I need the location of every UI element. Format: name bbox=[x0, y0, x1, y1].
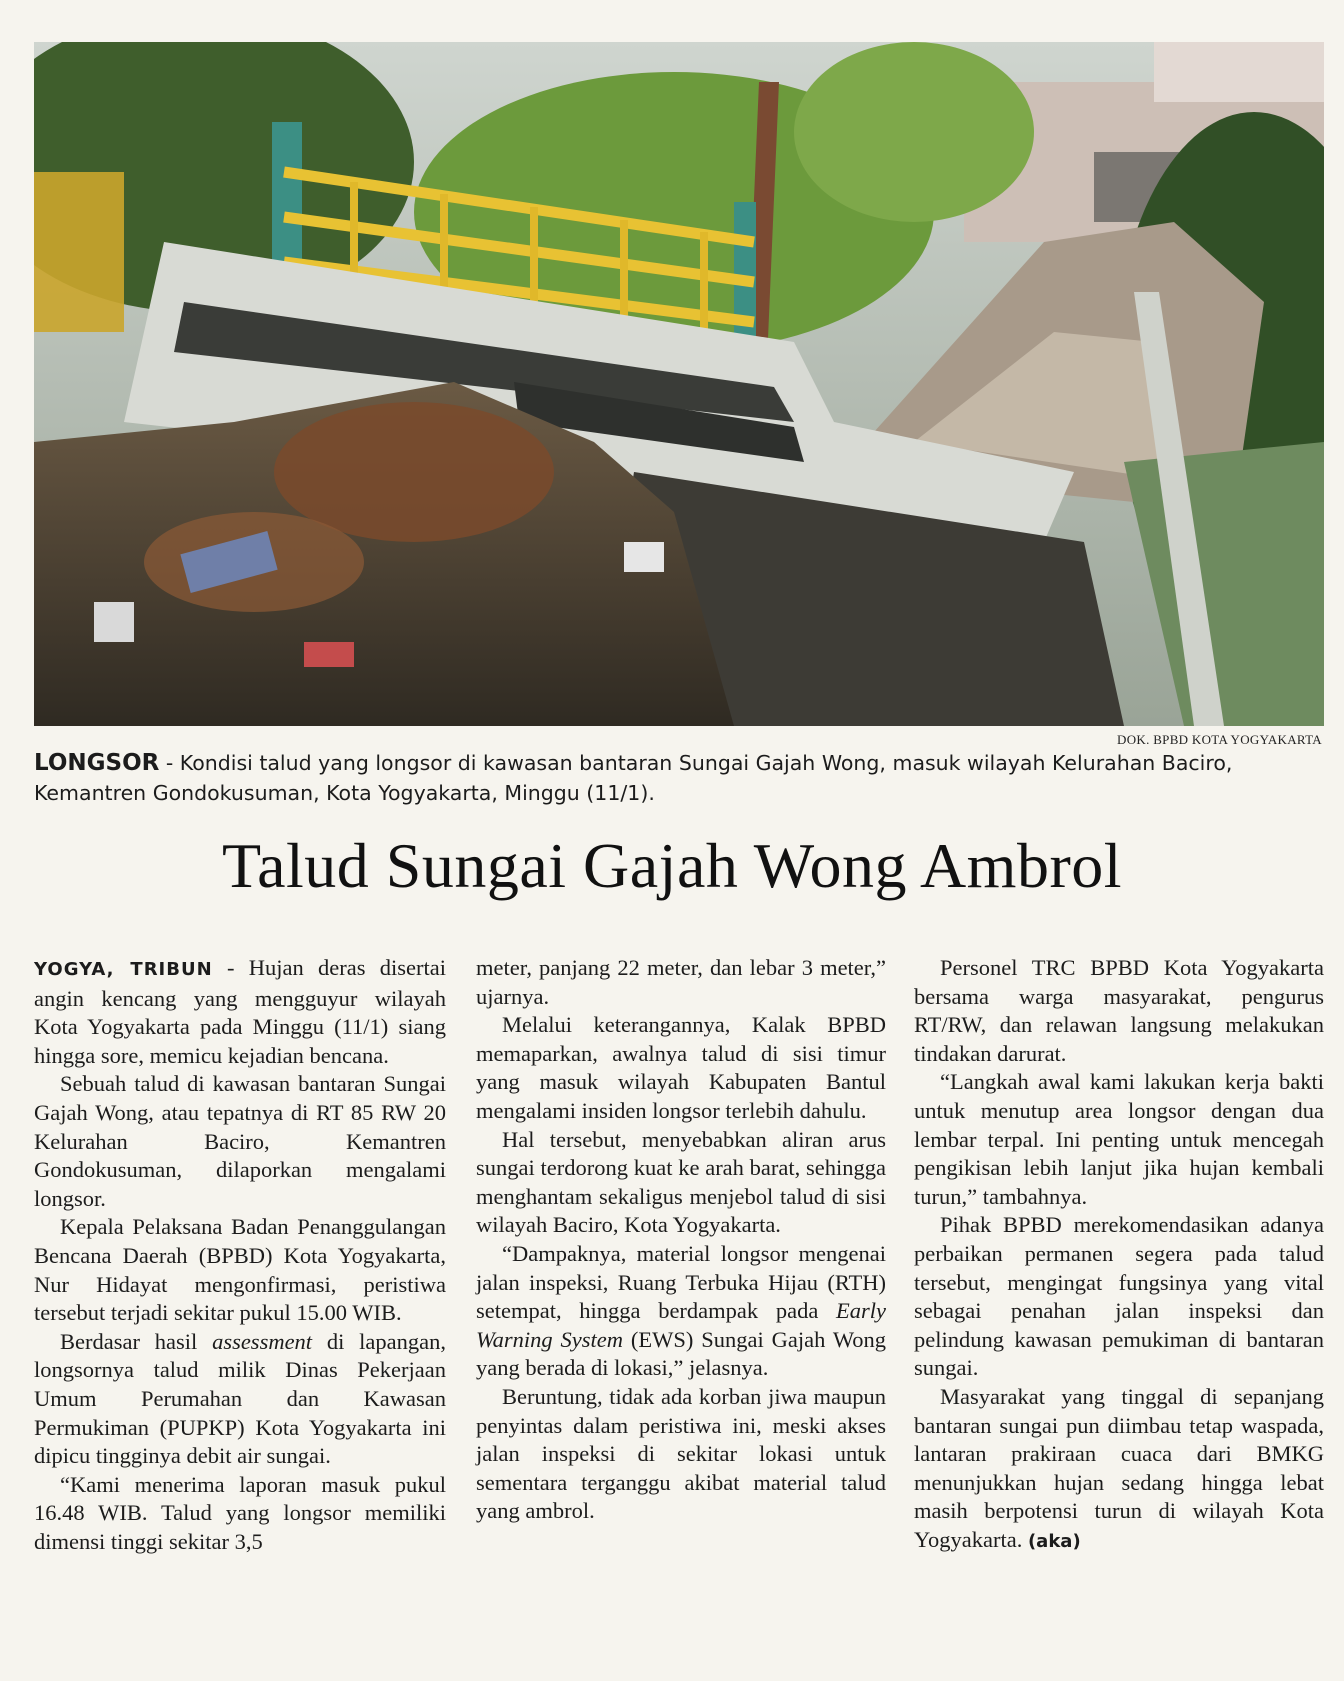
news-photo bbox=[34, 42, 1324, 726]
paragraph-9 bbox=[476, 1240, 886, 1383]
photo-illustration bbox=[34, 42, 1324, 726]
paragraph-2: Sebuah talud di kawasan bantaran Sungai Gajah Wong, atau tepatnya di RT 85 RW 20 Kelurahan Baciro, Kemantren Gondokusuman, dilaporkan mengalami longsor. bbox=[34, 1071, 446, 1211]
paragraph-8: Hal tersebut, menyebabkan aliran arus sungai terdorong kuat ke arah barat, sehingga menghantam sekaligus menjebol talud di sisi wilayah Baciro, Kota Yogyakarta. bbox=[476, 1126, 886, 1238]
article-column-1 bbox=[34, 954, 446, 1556]
photo-yellow-fence-left bbox=[34, 172, 124, 332]
caption-kicker: LONGSOR bbox=[34, 750, 160, 776]
paragraph-10: Beruntung, tidak ada korban jiwa maupun penyintas dalam peristiwa ini, meski akses jalan inspeksi di sekitar lokasi untuk sementara terganggu akibat material talud yang ambrol. bbox=[476, 1383, 886, 1524]
photo-plastic-white-2 bbox=[94, 602, 134, 642]
paragraph-9-text-b: (EWS) Sungai Gajah Wong yang berada di lokasi,” jelasnya. bbox=[476, 1326, 887, 1381]
caption-text: - Kondisi talud yang longsor di kawasan bantaran Sungai Gajah Wong, masuk wilayah Kelurahan Baciro, Kemantren Gondokusuman, Kota Yogyakarta, Minggu (11/1). bbox=[34, 751, 1233, 805]
paragraph-1-text: - Hujan deras disertai angin kencang yang mengguyur wilayah Kota Yogyakarta pada Minggu (11/1) siang hingga sore, memicu kejadian bencana. bbox=[34, 955, 446, 1068]
paragraph-4 bbox=[34, 1328, 446, 1471]
photo-plastic-white bbox=[624, 542, 664, 572]
photo-tree-right bbox=[794, 42, 1034, 222]
paragraph-4-text-b: di lapangan, longsornya talud milik Dinas Pekerjaan Umum Perumahan dan Kawasan Permukiman (PUPKP) Kota Yogyakarta ini dipicu tingginya debit air sungai. bbox=[34, 1328, 446, 1469]
photo-credit: DOK. BPBD KOTA YOGYAKARTA bbox=[1117, 732, 1322, 747]
paragraph-9-text-a: “Dampaknya, material longsor mengenai jalan inspeksi, Ruang Terbuka Hijau (RTH) setempat, hingga berdampak pada bbox=[476, 1240, 886, 1324]
paragraph-11: Personel TRC BPBD Kota Yogyakarta bersama warga masyarakat, pengurus RT/RW, dan relawan langsung melakukan tindakan darurat. bbox=[914, 955, 1324, 1066]
paragraph-6: meter, panjang 22 meter, dan lebar 3 meter,” ujarnya. bbox=[476, 955, 886, 1009]
paragraph-12: “Langkah awal kami lakukan kerja bakti untuk menutup area longsor dengan dua lembar terpal. Ini penting untuk mencegah pengikisan lebih lanjut jika hujan kembali turun,” tambahnya. bbox=[914, 1069, 1324, 1209]
photo-caption bbox=[34, 748, 1326, 808]
paragraph-1 bbox=[34, 954, 446, 1070]
paragraph-5: “Kami menerima laporan masuk pukul 16.48 WIB. Talud yang longsor memiliki dimensi tinggi sekitar 3,5 bbox=[34, 1471, 446, 1554]
paragraph-7: Melalui keterangannya, Kalak BPBD memaparkan, awalnya talud di sisi timur yang masuk wilayah Kabupaten Bantul mengalami insiden longsor terlebih dahulu. bbox=[476, 1012, 886, 1123]
photo-plastic-red bbox=[304, 642, 354, 667]
paragraph-3: Kepala Pelaksana Badan Penanggulangan Bencana Daerah (BPBD) Kota Yogyakarta, Nur Hidayat mengonfirmasi, peristiwa tersebut terjadi sekitar pukul 15.00 WIB. bbox=[34, 1214, 446, 1326]
paragraph-14-text: Masyarakat yang tinggal di sepanjang bantaran sungai pun diimbau tetap waspada, lantaran prakiraan cuaca dari BMKG menunjukkan hujan sedang hingga lebat masih berpotensi turun di wilayah Kota Yogyakarta. bbox=[914, 1383, 1324, 1552]
paragraph-4-italic: assessment bbox=[212, 1328, 313, 1354]
paragraph-14 bbox=[914, 1383, 1324, 1557]
paragraph-9-italic: Early Warning System bbox=[476, 1298, 886, 1352]
article-column-2 bbox=[476, 954, 886, 1526]
paragraph-13: Pihak BPBD merekomendasikan adanya perbaikan permanen segera pada talud tersebut, mengingat fungsinya yang vital sebagai penahan jalan inspeksi dan pelindung kawasan pemukiman di bantaran sungai. bbox=[914, 1212, 1324, 1381]
author-signature: (aka) bbox=[1027, 1530, 1081, 1552]
headline: Talud Sungai Gajah Wong Ambrol bbox=[221, 830, 1123, 901]
dateline: YOGYA, TRIBUN bbox=[34, 959, 213, 980]
paragraph-4-text-a: Berdasar hasil bbox=[60, 1328, 213, 1354]
photo-building-roof bbox=[1154, 42, 1324, 102]
article-column-3 bbox=[914, 954, 1324, 1556]
